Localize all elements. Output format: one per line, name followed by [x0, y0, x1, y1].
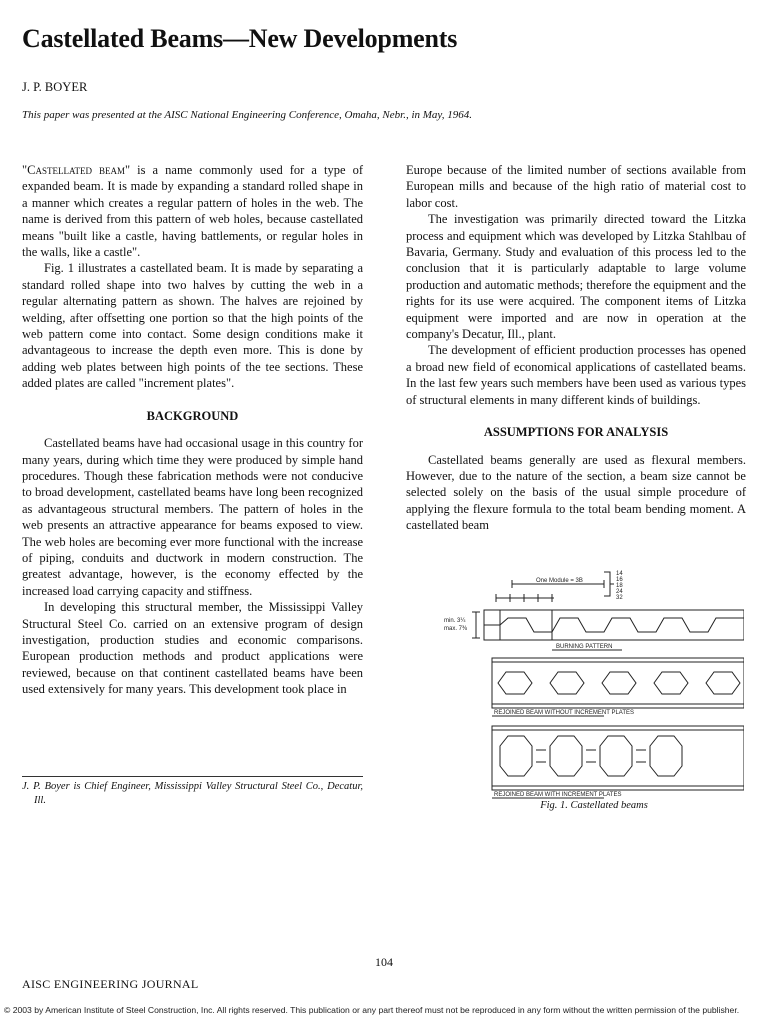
figure-caption: Fig. 1. Castellated beams — [540, 800, 648, 811]
author-footnote: J. P. Boyer is Chief Engineer, Mississippi Valley Structural Steel Co., Decatur, Ill. — [22, 776, 363, 807]
paragraph-background: Castellated beams have had occasional usage in this country for many years, during which time they were produced by simple hand procedures. Though these fabrication methods were not conducive to broad development, castellated beams have long been recognized as advantageous structural members. The pattern of holes in the web presents an attractive appearance for beams exposed to view. The web holes are becoming ever more functional with the increase of piping, conduits and ductwork in modern construction. The greatest advantage, however, is the economy effected by the increased load carrying capacity and stiffness. — [22, 436, 363, 598]
paragraph-europe: Europe because of the limited number of sections available from European mills and because of the high ratio of material cost to labor cost. — [406, 163, 746, 210]
figure-label-burning: BURNING PATTERN — [556, 644, 613, 650]
right-column — [406, 162, 746, 534]
figure-label-dim-5: 32 — [616, 595, 623, 601]
page-number: 104 — [375, 955, 393, 969]
left-column — [22, 162, 363, 698]
figure-label-dim-1: 14 — [616, 571, 623, 577]
figure-label-dim-4: 24 — [616, 589, 623, 595]
figure-label-min: min. 3¼ — [444, 618, 466, 624]
paragraph-fig1: Fig. 1 illustrates a castellated beam. It is made by separating a standard rolled shape into two halves by cutting the web in a regular alternating pattern as shown. The halves are rejoined by welding, after offsetting one portion so that the high points of the web pattern come into contact. Some design conditions make it advantageous to increase the depth even more. This is done by adding web plates between high points of the tee sections. These added plates are called "increment plates". — [22, 261, 363, 391]
castellated-beam-figure — [444, 568, 744, 800]
copyright-notice: © 2003 by American Institute of Steel Construction, Inc. All rights reserved. This publication or any part thereof must not be reproduced in any form without the written permission of the publisher. — [4, 1005, 740, 1015]
page-title: Castellated Beams—New Developments — [22, 24, 458, 53]
paragraph-intro: "Castellated beam" is a name commonly used for a type of expanded beam. It is made by expanding a standard rolled shape in a manner which creates a regular pattern of holes in the web. The name is derived from this pattern of web holes, because castellated means "built like a castle, having battlements, or regular holes in the walls, like a castle". — [22, 163, 363, 260]
journal-name: AISC ENGINEERING JOURNAL — [22, 977, 199, 991]
presented-note: This paper was presented at the AISC National Engineering Conference, Omaha, Nebr., in May, 1964. — [22, 109, 472, 121]
figure-label-rejoined: REJOINED BEAM WITHOUT INCREMENT PLATES — [494, 710, 635, 716]
figure-label-dim-2: 16 — [616, 577, 623, 583]
figure-label-dim-3: 18 — [616, 583, 623, 589]
section-heading-assumptions: ASSUMPTIONS FOR ANALYSIS — [483, 425, 669, 440]
figure-label-module: One Module = 3B — [536, 578, 583, 584]
author-line: J. P. BOYER — [22, 80, 88, 94]
figure-label-max: max. 7⅜ — [444, 626, 468, 632]
paragraph-litzka: The investigation was primarily directed toward the Litzka process and equipment which was developed by Litzka Stahlbau of Bavaria, Germany. Study and evaluation of this process led to the conclusion that it is particularly adaptable to large volume production and automatic methods; therefore the equipment and the rights for its use were acquired. The component items of Litzka equipment were imported and are now in operation at the company's Decatur, Ill., plant. — [406, 212, 746, 342]
term-castellated-beam: Castellated beam — [27, 163, 125, 177]
paragraph-development: In developing this structural member, the Mississippi Valley Structural Steel Co. carried on an extensive program of design investigation, production studies and economic comparisons. European production methods and product applications were reviewed, because on that continent castellated beams have been used extensively for many years. This development took place in — [22, 600, 363, 697]
section-heading-background: BACKGROUND — [146, 408, 239, 423]
paragraph-applications: The development of efficient production processes has opened a broad new field of economical applications of castellated beams. In the last few years such members have been used as various types of structural elements in many different kinds of buildings. — [406, 343, 746, 407]
figure-label-increment: REJOINED BEAM WITH INCREMENT PLATES — [494, 792, 622, 798]
paragraph-assumptions: Castellated beams generally are used as flexural members. However, due to the nature of the section, a beam size cannot be selected solely on the basis of the usual simple procedure of applying the flexure formula to the total beam bending moment. A castellated beam — [406, 452, 746, 533]
